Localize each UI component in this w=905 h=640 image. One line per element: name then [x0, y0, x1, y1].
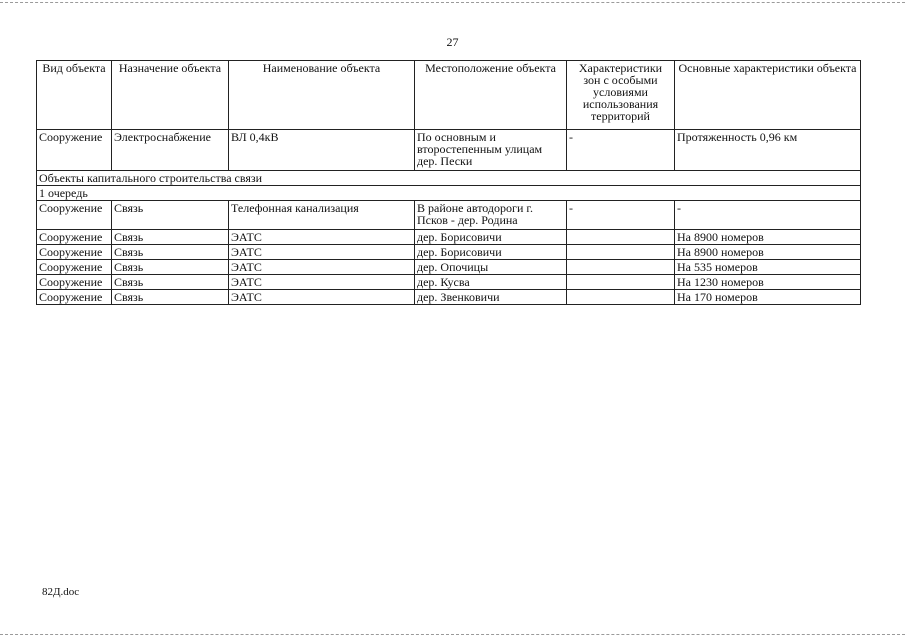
- table-cell: ЭАТС: [229, 275, 415, 290]
- table-cell: Связь: [112, 275, 229, 290]
- column-header: Назначение объекта: [112, 61, 229, 130]
- table-row: [37, 201, 861, 230]
- table-cell: На 535 номеров: [675, 260, 861, 275]
- table-cell: ЭАТС: [229, 230, 415, 245]
- table-cell: -: [567, 201, 675, 230]
- table-cell: Сооружение: [37, 245, 112, 260]
- table-row: [37, 290, 861, 305]
- table-header-row: [37, 61, 861, 130]
- table-row: [37, 230, 861, 245]
- table-row: [37, 130, 861, 171]
- table-cell: дер. Опочицы: [415, 260, 567, 275]
- table-row: [37, 260, 861, 275]
- stage-label: 1 очередь: [37, 186, 861, 201]
- table-cell: -: [567, 130, 675, 171]
- table-cell: [567, 230, 675, 245]
- table-cell: Сооружение: [37, 275, 112, 290]
- table-cell: Связь: [112, 245, 229, 260]
- table-cell: ЭАТС: [229, 245, 415, 260]
- table-cell: В районе автодороги г. Псков - дер. Родина: [415, 201, 567, 230]
- page-bottom-edge: [0, 634, 905, 635]
- table-row: [37, 275, 861, 290]
- table-cell: -: [675, 201, 861, 230]
- table-cell: дер. Борисовичи: [415, 245, 567, 260]
- column-header: Наименование объекта: [229, 61, 415, 130]
- table-cell: На 8900 номеров: [675, 245, 861, 260]
- table-cell: На 8900 номеров: [675, 230, 861, 245]
- table-cell: дер. Звенковичи: [415, 290, 567, 305]
- table-cell: Связь: [112, 260, 229, 275]
- table-cell: Связь: [112, 230, 229, 245]
- table-cell: Протяженность 0,96 км: [675, 130, 861, 171]
- column-header: Основные характеристики объекта: [675, 61, 861, 130]
- column-header: Характеристики зон с особыми условиями использования территорий: [567, 61, 675, 130]
- table-cell: На 1230 номеров: [675, 275, 861, 290]
- section-title: Объекты капитального строительства связи: [37, 171, 861, 186]
- objects-table: [36, 60, 861, 305]
- page-top-edge: [0, 2, 905, 3]
- page-number: 27: [446, 35, 459, 49]
- table-cell: Сооружение: [37, 130, 112, 171]
- table-cell: [567, 290, 675, 305]
- table-cell: Электроснабжение: [112, 130, 229, 171]
- table-cell: дер. Борисовичи: [415, 230, 567, 245]
- table-cell: Телефонная канализация: [229, 201, 415, 230]
- table-cell: Сооружение: [37, 290, 112, 305]
- table-cell: Связь: [112, 201, 229, 230]
- table-cell: [567, 260, 675, 275]
- table-cell: Сооружение: [37, 260, 112, 275]
- footer-filename: 82Д.doc: [42, 586, 80, 598]
- table-cell: Сооружение: [37, 201, 112, 230]
- table-cell: Сооружение: [37, 230, 112, 245]
- table-cell: ВЛ 0,4кВ: [229, 130, 415, 171]
- table-cell: Связь: [112, 290, 229, 305]
- section-row: [37, 171, 861, 186]
- table-cell: По основным и второстепенным улицам дер. Пески: [415, 130, 567, 171]
- column-header: Местоположение объекта: [415, 61, 567, 130]
- table-row: [37, 245, 861, 260]
- column-header: Вид объекта: [37, 61, 112, 130]
- table-cell: [567, 275, 675, 290]
- table-cell: ЭАТС: [229, 290, 415, 305]
- table-cell: [567, 245, 675, 260]
- table-cell: ЭАТС: [229, 260, 415, 275]
- stage-row: [37, 186, 861, 201]
- table-cell: дер. Кусва: [415, 275, 567, 290]
- table-cell: На 170 номеров: [675, 290, 861, 305]
